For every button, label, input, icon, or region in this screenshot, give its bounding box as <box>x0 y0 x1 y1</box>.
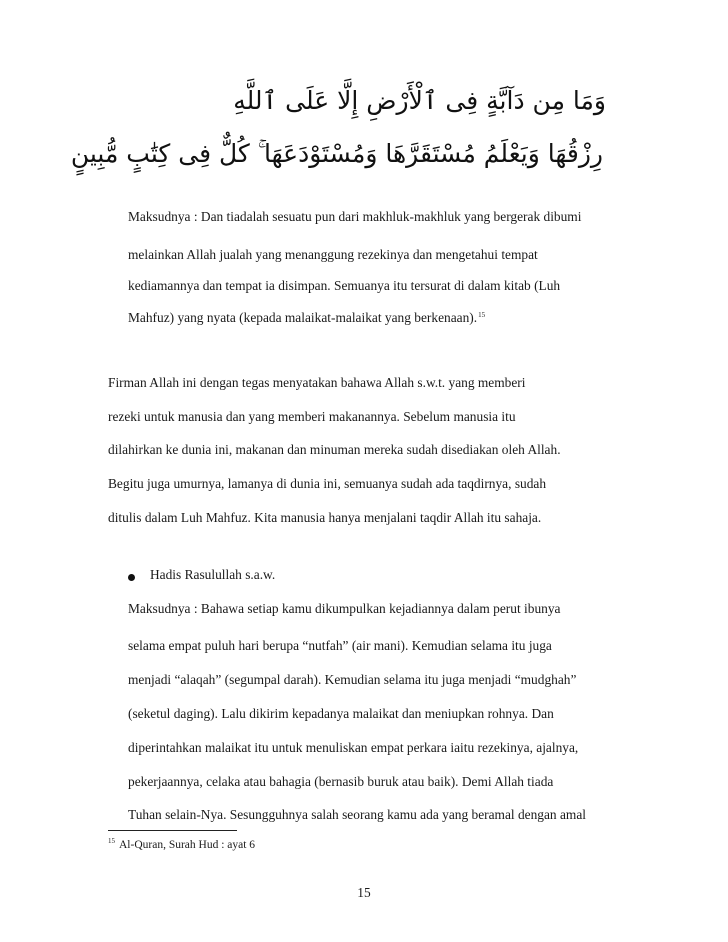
commentary-line-2: rezeki untuk manusia dan yang memberi makanannya. Sebelum manusia itu <box>108 409 516 424</box>
commentary-line-3: dilahirkan ke dunia ini, makanan dan minuman mereka sudah disediakan oleh Allah. <box>108 442 561 457</box>
hadith-line-7: Tuhan selain-Nya. Sesungguhnya salah seorang kamu ada yang beramal dengan amal <box>128 807 587 822</box>
hadith-heading: Hadis Rasulullah s.a.w. <box>150 567 276 582</box>
hadith-line-4: (seketul daging). Lalu dikirim kepadanya malaikat dan meniupkan rohnya. Dan <box>128 706 554 721</box>
commentary-line-4: Begitu juga umurnya, lamanya di dunia ini, semuanya sudah ada taqdirnya, sudah <box>108 476 547 491</box>
footnote-text: Al-Quran, Surah Hud : ayat 6 <box>119 839 256 851</box>
hadith-line-5: diperintahkan malaikat itu untuk menuliskan empat perkara iaitu rezekinya, ajalnya, <box>128 740 579 755</box>
translation-line-3: kediamannya dan tempat ia disimpan. Semuanya itu tersurat di dalam kitab (Luh <box>128 278 561 293</box>
quran-verse-line-2: رِزْقُهَا وَيَعْلَمُ مُسْتَقَرَّهَا وَمُسْتَوْدَعَهَا ۚ كُلٌّ فِى كِتَٰبٍ مُّبِينٍ <box>70 139 603 168</box>
translation-line-2: melainkan Allah jualah yang menanggung rezekinya dan mengetahui tempat <box>128 247 538 262</box>
hadith-line-2: selama empat puluh hari berupa “nutfah” (air mani). Kemudian selama itu juga <box>128 638 552 653</box>
translation-line-4-text: Mahfuz) yang nyata (kepada malaikat-malaikat yang berkenaan). <box>128 310 478 325</box>
commentary-line-1: Firman Allah ini dengan tegas menyatakan bahawa Allah s.w.t. yang memberi <box>108 375 526 390</box>
hadith-line-1: Maksudnya : Bahawa setiap kamu dikumpulkan kejadiannya dalam perut ibunya <box>128 601 561 616</box>
footnote <box>108 838 255 852</box>
translation-line-1: Maksudnya : Dan tiadalah sesuatu pun dari makhluk-makhluk yang bergerak dibumi <box>128 209 582 224</box>
footnote-number: 15 <box>108 837 115 845</box>
footnote-reference: 15 <box>478 311 486 319</box>
footnote-divider <box>108 830 237 831</box>
page-number: 15 <box>357 885 371 900</box>
hadith-line-3: menjadi “alaqah” (segumpal darah). Kemudian selama itu juga menjadi “mudghah” <box>128 672 577 687</box>
hadith-line-6: pekerjaannya, celaka atau bahagia (bernasib buruk atau baik). Demi Allah tiada <box>128 774 554 789</box>
quran-verse-line-1: وَمَا مِن دَآبَّةٍ فِى ٱلْأَرْضِ إِلَّا عَلَى ٱللَّهِ <box>233 86 606 115</box>
commentary-line-5: ditulis dalam Luh Mahfuz. Kita manusia hanya menjalani taqdir Allah itu sahaja. <box>108 510 542 525</box>
translation-line-4 <box>128 311 485 324</box>
bullet-icon <box>128 574 135 581</box>
